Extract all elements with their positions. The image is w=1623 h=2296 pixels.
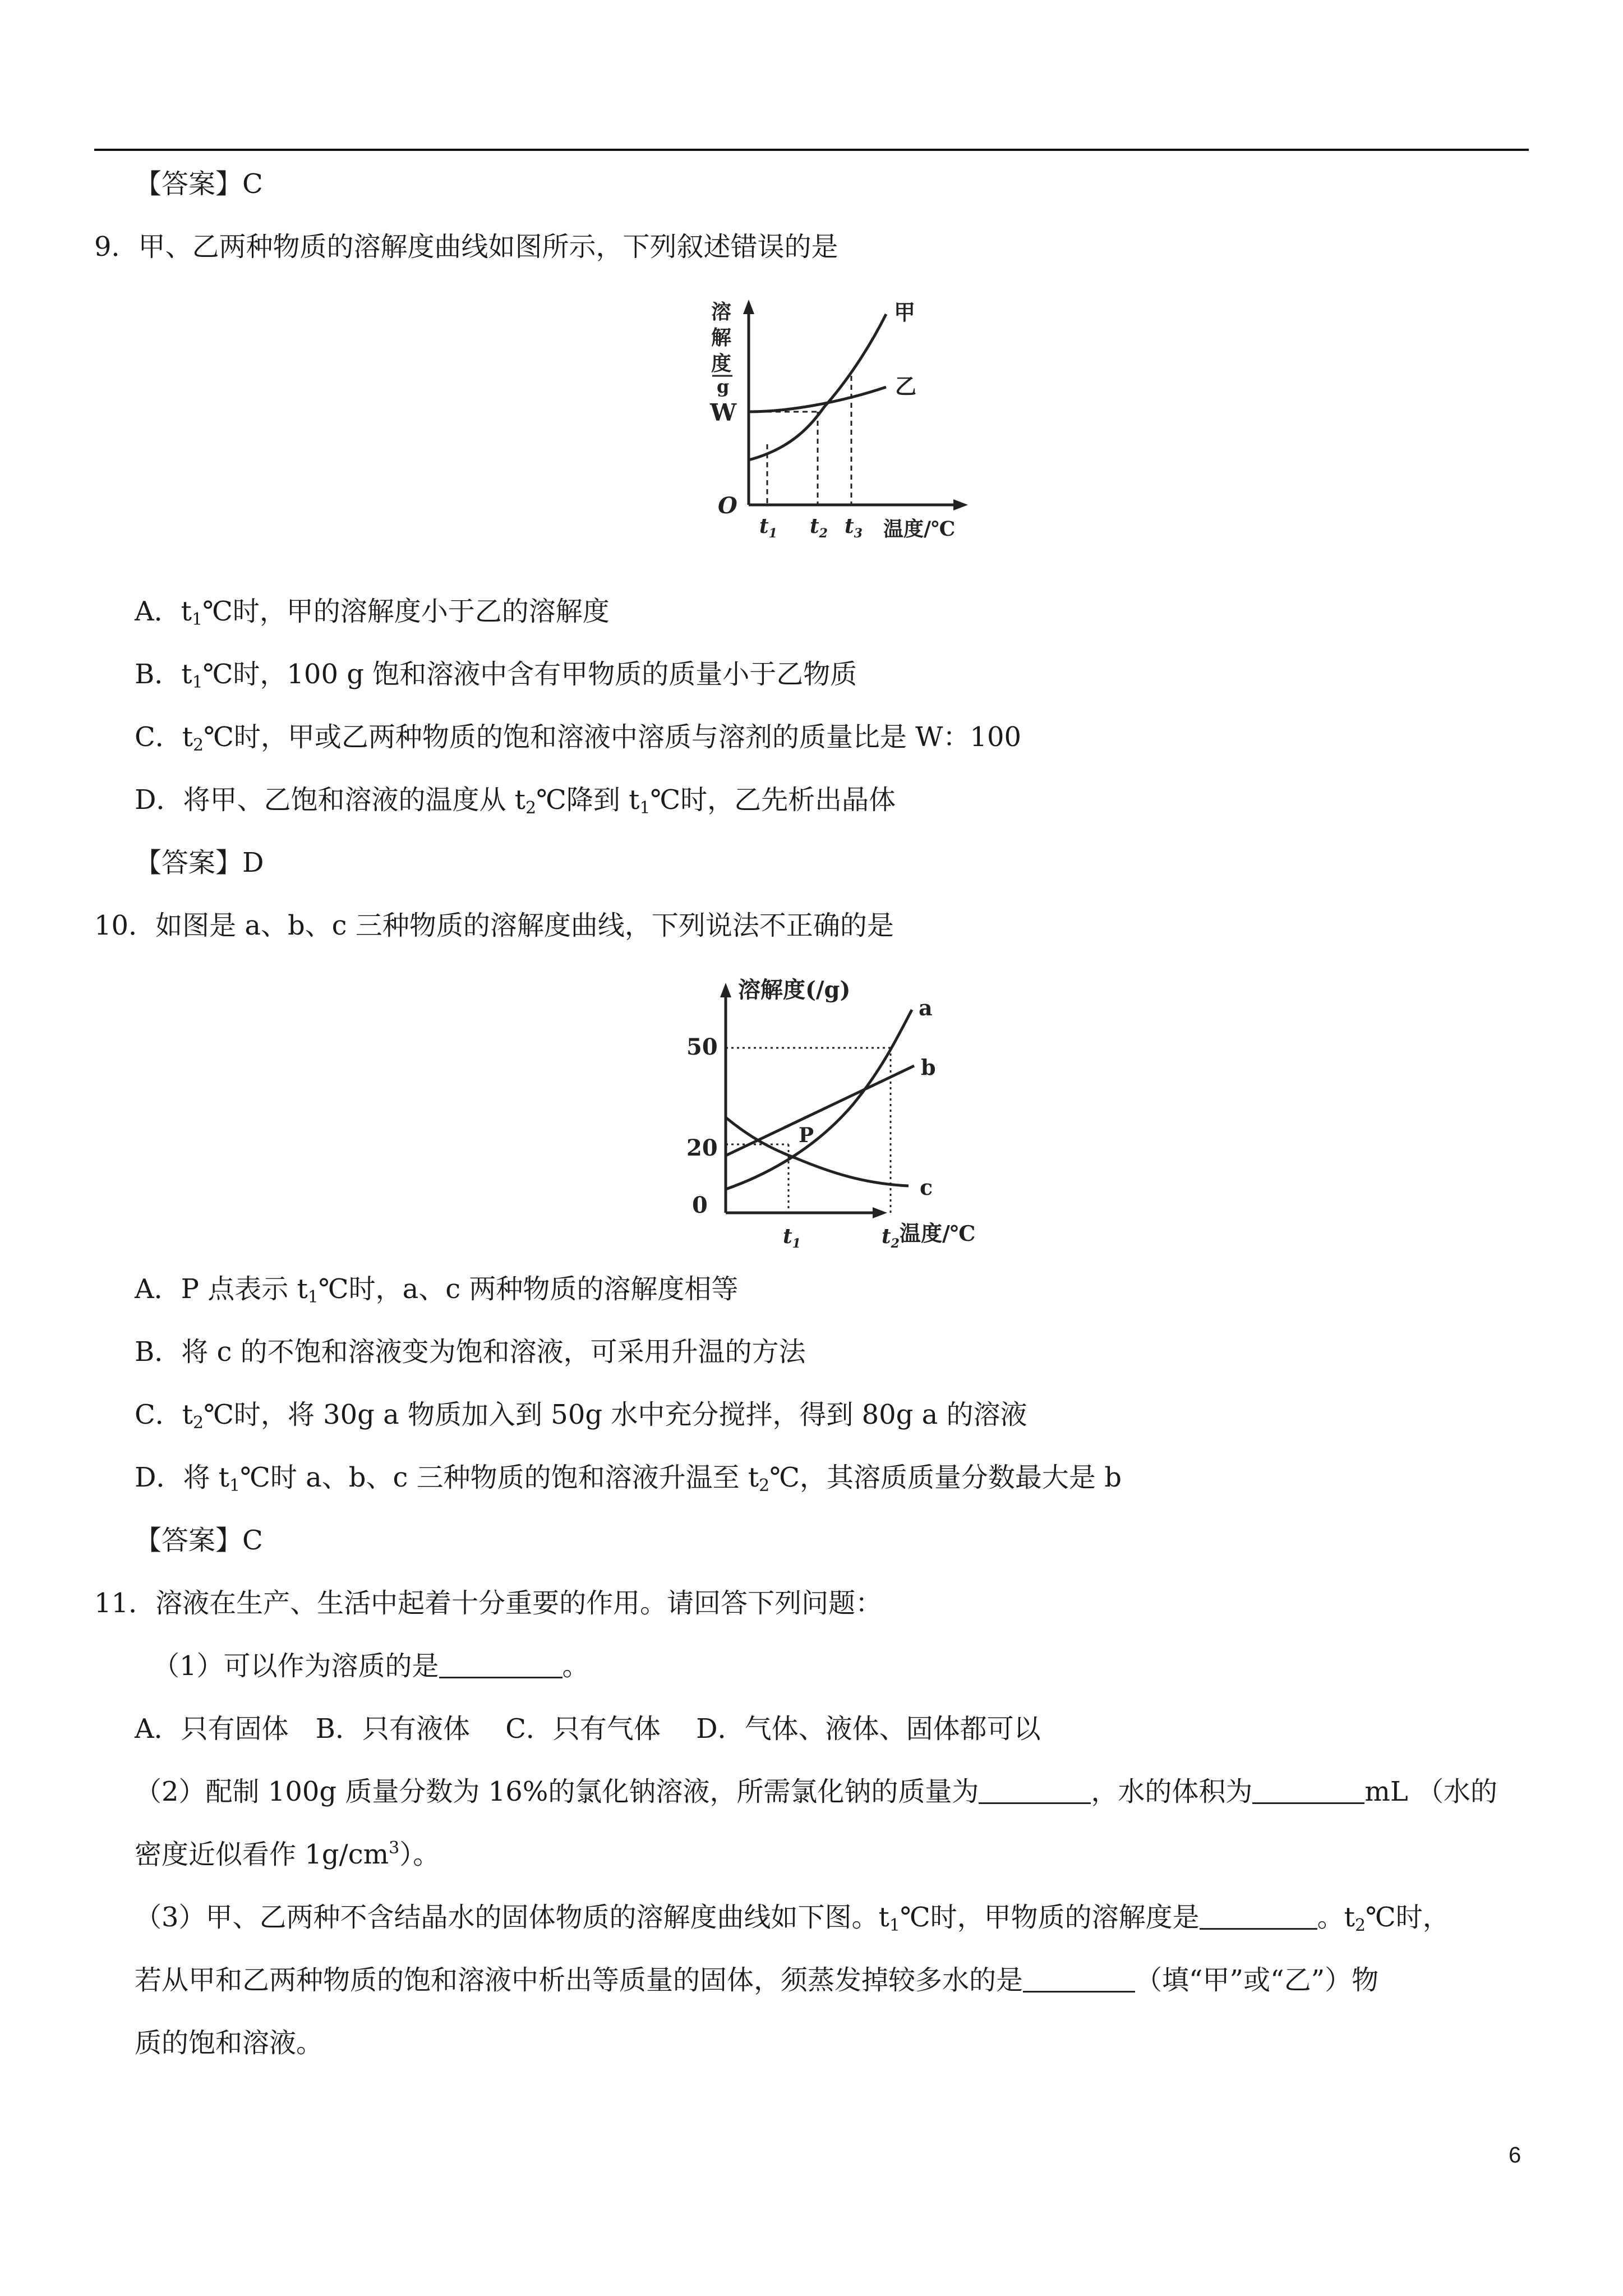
q9-option-c: C．$t_2℃$时，甲或乙两种物质的饱和溶液中溶质与溶剂的质量比是 W：100 bbox=[135, 721, 1022, 755]
q9-stem: 9．甲、乙两种物质的溶解度曲线如图所示，下列叙述错误的是 bbox=[94, 231, 838, 263]
answer-q9: 【答案】D bbox=[135, 847, 264, 878]
q9-option-a: A．$t_1℃$时，甲的溶解度小于乙的溶解度 bbox=[135, 596, 610, 629]
q11-part3-blank-solubility[interactable] bbox=[1200, 1903, 1317, 1930]
q10-ytick-20: 20 bbox=[686, 1135, 718, 1161]
q10-curve-a bbox=[726, 1010, 912, 1189]
header-rule bbox=[94, 149, 1529, 151]
q10-xtick-t2: $t_2$ bbox=[882, 1225, 900, 1251]
q9-curve-jia bbox=[749, 314, 886, 460]
q11-part2-blank-mass[interactable] bbox=[979, 1778, 1091, 1804]
q11-part3-line1: （3）甲、乙两种不含结晶水的固体物质的溶解度曲线如下图。$t_1℃$时，甲物质的溶解度是 。$t_2℃$时， bbox=[135, 1902, 1450, 1935]
q9-origin: O bbox=[718, 493, 737, 519]
q9-curve-yi bbox=[749, 387, 886, 412]
q9-ylabel-2: 解 bbox=[711, 326, 732, 349]
q11-part1-options: A．只有固体 B．只有液体 C．只有气体 D．气体、液体、固体都可以 bbox=[135, 1713, 1041, 1745]
q9-option-b: B．$t_1℃$时，100 g 饱和溶液中含有甲物质的质量小于乙物质 bbox=[135, 659, 857, 692]
q10-curve-b bbox=[726, 1066, 914, 1156]
q11-part3-line2: 若从甲和乙两种物质的饱和溶液中析出等质量的固体，须蒸发掉较多水的是 （填“甲”或“乙”）物 bbox=[135, 1964, 1379, 1996]
q10-curve-c bbox=[726, 1117, 909, 1186]
q10-xlabel: 温度/℃ bbox=[900, 1221, 976, 1246]
q10-ytick-0: 0 bbox=[692, 1192, 708, 1218]
q10-option-a: A．P 点表示 $t_1℃$时，a、c 两种物质的溶解度相等 bbox=[135, 1273, 739, 1307]
page-number: 6 bbox=[1509, 2143, 1521, 2168]
q10-label-b: b bbox=[921, 1055, 936, 1080]
q9-solubility-figure bbox=[690, 292, 987, 550]
q11-stem: 11．溶液在生产、生活中起着十分重要的作用。请回答下列问题： bbox=[94, 1588, 883, 1619]
answer-q8: 【答案】C bbox=[135, 168, 263, 200]
q9-tick-t2: $t_2$ bbox=[810, 514, 828, 541]
q10-option-d: D．将 $t_1℃$时 a、b、c 三种物质的饱和溶液升温至 $t_2℃$，其溶质质量分数最大是 b bbox=[135, 1462, 1122, 1496]
q10-solubility-figure bbox=[684, 970, 1009, 1251]
q10-point-p: P bbox=[799, 1124, 814, 1147]
q10-ytick-50: 50 bbox=[686, 1034, 718, 1060]
q11-part2-blank-volume[interactable] bbox=[1252, 1778, 1364, 1804]
q11-part2-line2: 密度近似看作 $1g/cm^3$）。 bbox=[135, 1838, 440, 1870]
q11-part3-blank-substance[interactable] bbox=[1023, 1966, 1135, 1993]
q11-part1-blank[interactable] bbox=[439, 1652, 562, 1678]
q10-option-c: C．$t_2℃$时，将 30g a 物质加入到 50g 水中充分搅拌，得到 80g a 的溶液 bbox=[135, 1399, 1027, 1433]
q9-option-d: D．将甲、乙饱和溶液的温度从 $t_2℃$降到 $t_1℃$时，乙先析出晶体 bbox=[135, 784, 896, 818]
q11-part1: （1）可以作为溶质的是 。 bbox=[153, 1650, 589, 1682]
q9-tick-t1: $t_1$ bbox=[759, 514, 777, 541]
q9-label-yi: 乙 bbox=[895, 374, 917, 399]
q9-label-jia: 甲 bbox=[894, 300, 916, 325]
answer-q10: 【答案】C bbox=[135, 1525, 263, 1556]
q9-ylabel-1: 溶 bbox=[711, 300, 732, 324]
q11-part2-line1: （2）配制 100g 质量分数为 16%的氯化钠溶液，所需氯化钠的质量为 ，水的体积为 mL （水的 bbox=[135, 1776, 1498, 1807]
q10-stem: 10．如图是 a、b、c 三种物质的溶解度曲线，下列说法不正确的是 bbox=[94, 910, 894, 941]
q9-tick-t3: $t_3$ bbox=[845, 514, 863, 541]
q10-ylabel: 溶解度(/g) bbox=[738, 977, 851, 1003]
q10-option-b: B．将 c 的不饱和溶液变为饱和溶液，可采用升温的方法 bbox=[135, 1336, 806, 1368]
q9-ylabel-3: 度 bbox=[711, 352, 732, 375]
q9-xlabel: 温度/℃ bbox=[883, 517, 956, 541]
q10-label-a: a bbox=[919, 995, 933, 1020]
q10-xtick-t1: $t_1$ bbox=[783, 1225, 801, 1251]
q10-label-c: c bbox=[920, 1175, 933, 1200]
q9-w-label: W bbox=[710, 399, 737, 426]
q11-part3-line3: 质的饱和溶液。 bbox=[135, 2027, 324, 2059]
q9-ylabel-4: g bbox=[717, 376, 730, 397]
